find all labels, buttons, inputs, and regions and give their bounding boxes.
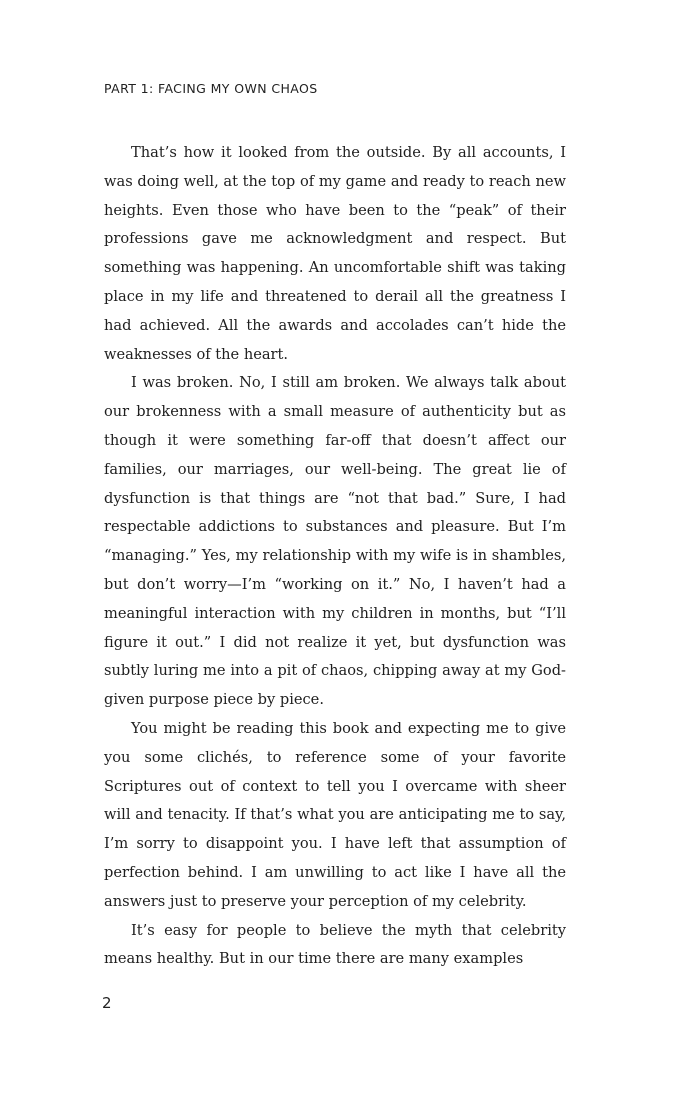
paragraph: I was broken. No, I still am broken. We always talk about our brokenness with a small measure of authenticity but as though it were something far-off that doesn’t affect our families, our marriages, our well-being. The great lie of dysfunction is that things are “not that bad.” Sure, I had respectable addictions to substances and pleasure. But I’m “managing.” Yes, my relationship with my wife is in shambles, but don’t worry—I’m “working on it.” No, I haven’t had a meaningful interaction with my children in months, but “I’ll figure it out.” I did not realize it yet, but dysfunction was subtly luring me into a pit of chaos, chipping away at my God-given purpose piece by piece. (104, 374, 566, 709)
running-head: PART 1: FACING MY OWN CHAOS (104, 81, 318, 96)
paragraph: You might be reading this book and expecting me to give you some clichés, to reference some of your favorite Scriptures out of context to tell you I overcame with sheer will and tenacity. If that’s what you are anticipating me to say, I’m sorry to disappoint you. I have left that assumption of perfection behind. I am unwilling to act like I have all the answers just to preserve your perception of my celebrity. (104, 719, 566, 910)
page-number: 2 (102, 994, 112, 1012)
body-text (104, 139, 566, 974)
paragraph: It’s easy for people to believe the myth that celebrity means healthy. But in our time there are many examples (104, 921, 566, 968)
paragraph: That’s how it looked from the outside. By all accounts, I was doing well, at the top of my game and ready to reach new heights. Even those who have been to the “peak” of their professions gave me acknowledgment and respect. But something was happening. An uncomfortable shift was taking place in my life and threatened to derail all the greatness I had achieved. All the awards and accolades can’t hide the weaknesses of the heart. (104, 144, 566, 363)
